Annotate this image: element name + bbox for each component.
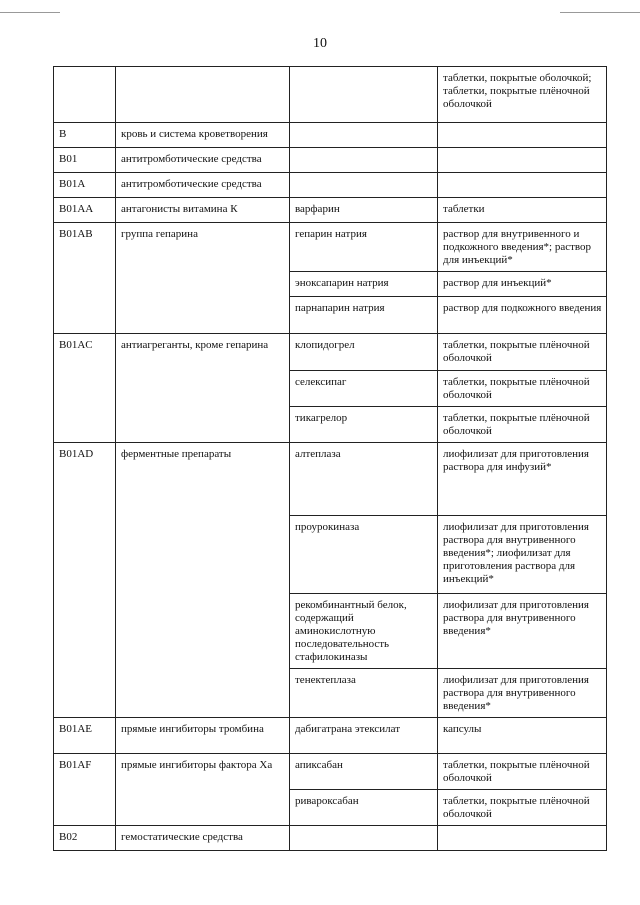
group-name-cell: ферментные препараты <box>116 443 290 718</box>
group-name-cell: антагонисты витамина К <box>116 198 290 223</box>
drug-name-cell: апиксабан <box>290 754 438 790</box>
dosage-form-cell: таблетки <box>438 198 607 223</box>
drug-name-cell: алтеплаза <box>290 443 438 516</box>
table-row <box>54 198 607 223</box>
table-row <box>54 148 607 173</box>
drug-name-cell: клопидогрел <box>290 334 438 371</box>
group-name-cell <box>116 67 290 123</box>
table-row <box>54 334 607 371</box>
group-name-cell: прямые ингибиторы тромбина <box>116 718 290 754</box>
atc-code-cell: B01A <box>54 173 116 198</box>
table-body <box>54 67 607 851</box>
scan-edge-mark <box>560 12 640 13</box>
drug-name-cell <box>290 826 438 851</box>
drug-name-cell: селексипаг <box>290 371 438 407</box>
dosage-form-cell: лиофилизат для приготовления раствора для инфузий* <box>438 443 607 516</box>
dosage-form-cell: раствор для внутривенного и подкожного введения*; раствор для инъекций* <box>438 223 607 272</box>
drug-name-cell: варфарин <box>290 198 438 223</box>
atc-code-cell: B01AA <box>54 198 116 223</box>
atc-code-cell: B01AB <box>54 223 116 334</box>
table-row <box>54 67 607 123</box>
drug-name-cell <box>290 67 438 123</box>
dosage-form-cell: раствор для подкожного введения <box>438 297 607 334</box>
dosage-form-cell: капсулы <box>438 718 607 754</box>
dosage-form-cell: таблетки, покрытые плёночной оболочкой <box>438 754 607 790</box>
table-row <box>54 754 607 790</box>
table-row <box>54 826 607 851</box>
drug-name-cell: проурокиназа <box>290 516 438 594</box>
atc-code-cell: B01AE <box>54 718 116 754</box>
dosage-form-cell: лиофилизат для приготовления раствора для внутривенного введения* <box>438 594 607 669</box>
dosage-form-cell <box>438 123 607 148</box>
group-name-cell: антиагреганты, кроме гепарина <box>116 334 290 443</box>
atc-code-cell: B02 <box>54 826 116 851</box>
group-name-cell: антитромботические средства <box>116 173 290 198</box>
drug-name-cell: рекомбинантный белок, содержащий аминокислотную последовательность стафилокиназы <box>290 594 438 669</box>
drug-classification-table <box>53 66 607 851</box>
table-row <box>54 173 607 198</box>
group-name-cell: прямые ингибиторы фактора Ха <box>116 754 290 826</box>
drug-name-cell <box>290 123 438 148</box>
table-row <box>54 443 607 516</box>
dosage-form-cell: таблетки, покрытые плёночной оболочкой <box>438 334 607 371</box>
drug-name-cell: тенектеплаза <box>290 669 438 718</box>
dosage-form-cell: таблетки, покрытые плёночной оболочкой <box>438 371 607 407</box>
drug-name-cell: парнапарин натрия <box>290 297 438 334</box>
dosage-form-cell: лиофилизат для приготовления раствора для внутривенного введения*; лиофилизат для приготовления раствора для инъекций* <box>438 516 607 594</box>
drug-name-cell: дабигатрана этексилат <box>290 718 438 754</box>
table-row <box>54 123 607 148</box>
dosage-form-cell: раствор для инъекций* <box>438 272 607 297</box>
drug-name-cell: тикагрелор <box>290 407 438 443</box>
dosage-form-cell <box>438 826 607 851</box>
table-row <box>54 223 607 272</box>
group-name-cell: гемостатические средства <box>116 826 290 851</box>
atc-code-cell: B01AF <box>54 754 116 826</box>
atc-code-cell: B01AC <box>54 334 116 443</box>
dosage-form-cell: таблетки, покрытые плёночной оболочкой <box>438 407 607 443</box>
atc-code-cell <box>54 67 116 123</box>
page-number: 10 <box>313 36 327 51</box>
dosage-form-cell <box>438 173 607 198</box>
group-name-cell: антитромботические средства <box>116 148 290 173</box>
group-name-cell: кровь и система кроветворения <box>116 123 290 148</box>
dosage-form-cell: лиофилизат для приготовления раствора для внутривенного введения* <box>438 669 607 718</box>
dosage-form-cell <box>438 148 607 173</box>
atc-code-cell: B <box>54 123 116 148</box>
drug-name-cell: гепарин натрия <box>290 223 438 272</box>
atc-code-cell: B01AD <box>54 443 116 718</box>
table-row <box>54 718 607 754</box>
dosage-form-cell: таблетки, покрытые плёночной оболочкой <box>438 790 607 826</box>
group-name-cell: группа гепарина <box>116 223 290 334</box>
atc-code-cell: B01 <box>54 148 116 173</box>
drug-name-cell: ривароксабан <box>290 790 438 826</box>
scan-edge-mark <box>0 12 60 13</box>
drug-name-cell: эноксапарин натрия <box>290 272 438 297</box>
dosage-form-cell: таблетки, покрытые оболочкой; таблетки, покрытые плёночной оболочкой <box>438 67 607 123</box>
drug-name-cell <box>290 173 438 198</box>
drug-name-cell <box>290 148 438 173</box>
